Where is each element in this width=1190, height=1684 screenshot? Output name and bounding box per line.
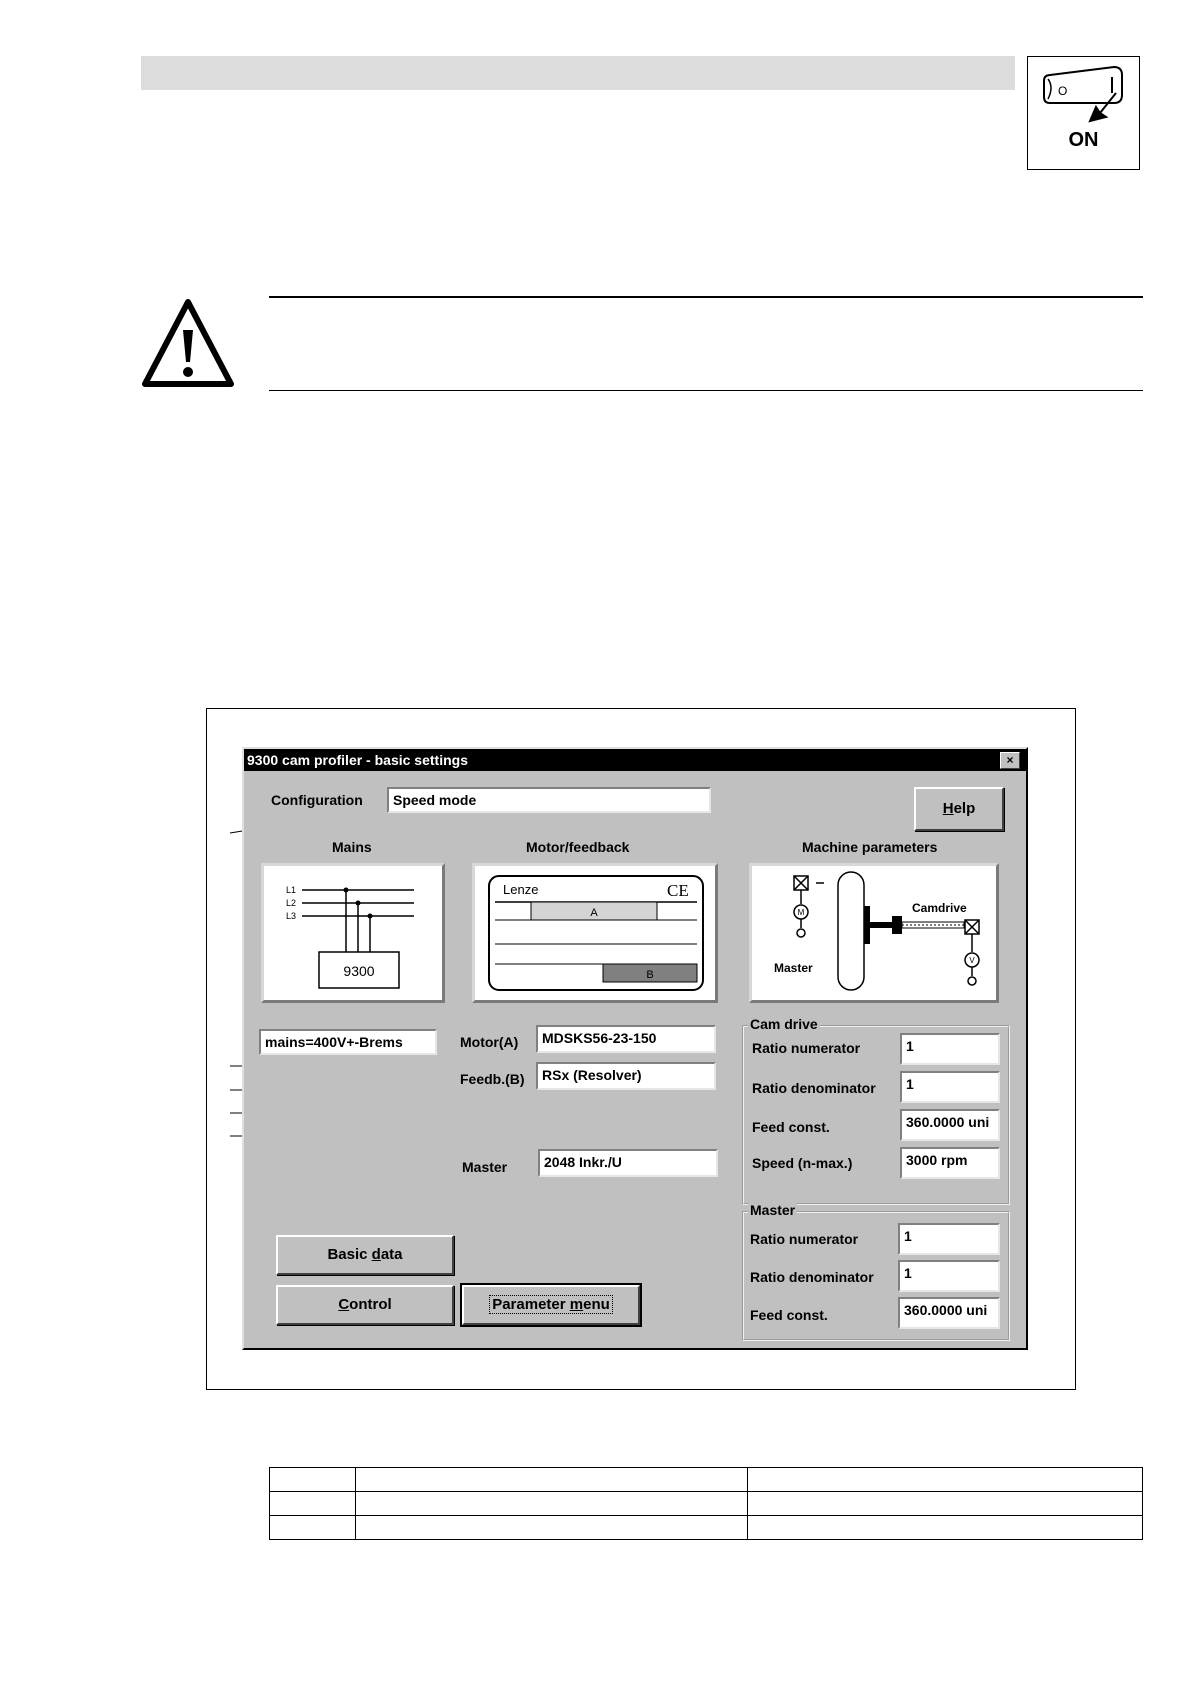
- svg-text:A: A: [590, 907, 598, 919]
- help-button-label: elp: [953, 800, 976, 817]
- switch-on-label: ON: [1068, 129, 1099, 151]
- master-ratio-numerator-label: Ratio numerator: [750, 1231, 859, 1247]
- cam-ratio-denominator-field[interactable]: 1: [900, 1071, 1000, 1103]
- machine-parameters-panel[interactable]: [749, 863, 999, 1003]
- configuration-field[interactable]: Speed mode: [387, 787, 711, 813]
- svg-text:L2: L2: [286, 898, 297, 908]
- parameter-menu-button[interactable]: [462, 1285, 640, 1325]
- header-bar: [141, 56, 1015, 90]
- master-field[interactable]: 2048 Inkr./U: [538, 1149, 718, 1177]
- motor-feedback-section-label: Motor/feedback: [526, 839, 630, 855]
- basic-settings-dialog: [242, 747, 1028, 1350]
- master-ratio-denominator-field[interactable]: 1: [898, 1260, 1000, 1292]
- configuration-label: Configuration: [271, 792, 363, 808]
- master-label: Master: [462, 1159, 508, 1175]
- table-row: [270, 1516, 1143, 1540]
- warning-rule-top: [269, 296, 1143, 298]
- legend-table: [269, 1467, 1143, 1540]
- control-button[interactable]: Control: [276, 1285, 454, 1325]
- close-icon[interactable]: ×: [1000, 752, 1020, 769]
- motor-field[interactable]: MDSKS56-23-150: [536, 1025, 716, 1053]
- basic-data-button[interactable]: Basic data: [276, 1235, 454, 1275]
- motor-nameplate-diagram: [475, 866, 715, 1000]
- parameter-menu-focus: Parameter menu: [489, 1295, 613, 1314]
- master-ratio-denominator-label: Ratio denominator: [750, 1269, 874, 1285]
- cam-ratio-numerator-field[interactable]: 1: [900, 1033, 1000, 1065]
- warning-rule-bottom: [269, 390, 1143, 391]
- motor-feedback-panel[interactable]: [472, 863, 718, 1003]
- svg-text:Master: Master: [774, 961, 813, 975]
- master-group: [742, 1202, 1010, 1341]
- svg-text:L1: L1: [286, 885, 297, 895]
- svg-text:9300: 9300: [343, 963, 375, 979]
- svg-text:M: M: [797, 908, 805, 917]
- master-feed-const-field[interactable]: 360.0000 uni: [898, 1297, 1000, 1329]
- svg-text:Camdrive: Camdrive: [912, 901, 967, 915]
- help-button-mnemonic: H: [942, 800, 954, 817]
- cam-feed-const-field[interactable]: 360.0000 uni: [900, 1109, 1000, 1141]
- mains-diagram: [264, 866, 442, 1000]
- machine-parameters-section-label: Machine parameters: [802, 839, 938, 855]
- mains-field[interactable]: mains=400V+-Brems: [259, 1029, 437, 1055]
- table-row: [270, 1492, 1143, 1516]
- motor-label: Motor(A): [460, 1034, 519, 1050]
- cam-drive-group-title: Cam drive: [750, 1016, 818, 1032]
- mains-section-label: Mains: [332, 839, 372, 855]
- cam-feed-const-label: Feed const.: [752, 1119, 830, 1135]
- warning-icon: [141, 296, 235, 390]
- svg-text:B: B: [646, 969, 654, 981]
- dialog-title: 9300 cam profiler - basic settings: [247, 752, 468, 768]
- svg-text:L3: L3: [286, 911, 297, 921]
- svg-text:CE: CE: [667, 881, 689, 900]
- power-switch-icon: [1027, 56, 1140, 170]
- machine-diagram: [752, 866, 996, 1000]
- cam-speed-field[interactable]: 3000 rpm: [900, 1147, 1000, 1179]
- cam-ratio-denominator-label: Ratio denominator: [752, 1080, 876, 1096]
- dialog-titlebar[interactable]: [244, 749, 1026, 771]
- table-row: [270, 1468, 1143, 1492]
- cam-speed-label: Speed (n-max.): [752, 1155, 853, 1171]
- master-group-title: Master: [750, 1202, 796, 1218]
- feedback-field[interactable]: RSx (Resolver): [536, 1062, 716, 1090]
- svg-text:O: O: [1058, 84, 1068, 98]
- svg-text:V: V: [969, 956, 975, 965]
- master-ratio-numerator-field[interactable]: 1: [898, 1223, 1000, 1255]
- mains-panel[interactable]: [261, 863, 445, 1003]
- cam-ratio-numerator-label: Ratio numerator: [752, 1040, 861, 1056]
- svg-text:Lenze: Lenze: [503, 882, 539, 897]
- feedback-label: Feedb.(B): [460, 1071, 525, 1087]
- cam-drive-group: [742, 1016, 1010, 1205]
- master-feed-const-label: Feed const.: [750, 1307, 828, 1323]
- help-button[interactable]: [914, 787, 1004, 831]
